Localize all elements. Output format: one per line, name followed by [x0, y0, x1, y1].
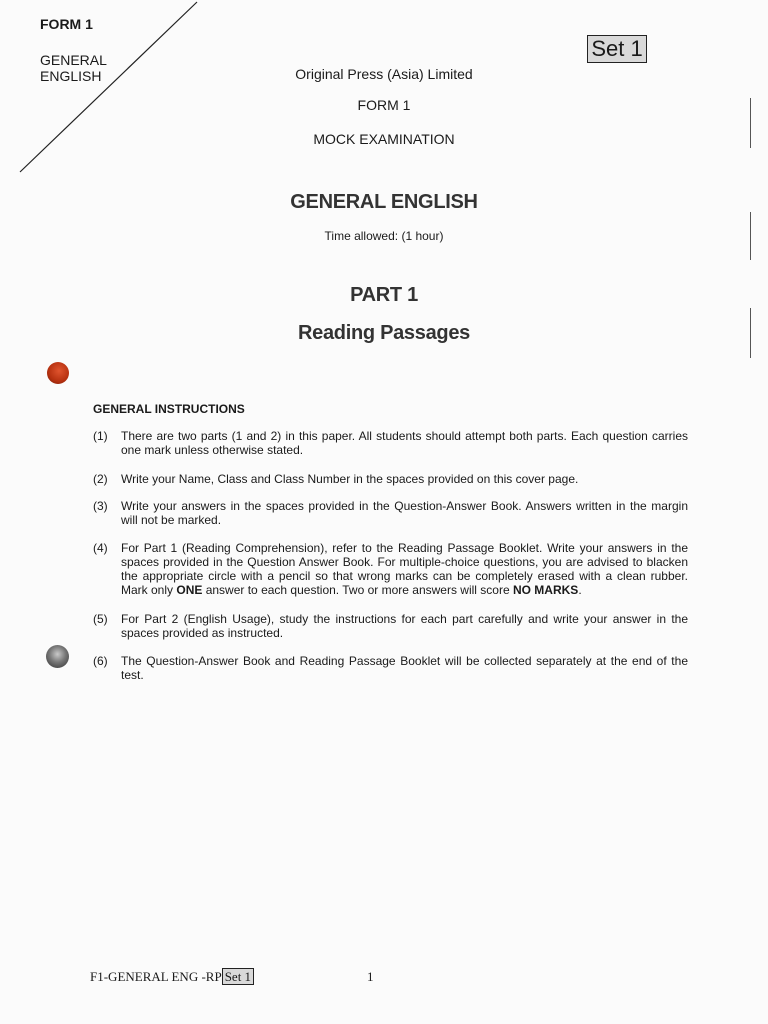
red-binder-hole [47, 362, 69, 384]
publisher-line: Original Press (Asia) Limited [295, 66, 473, 82]
corner-subject-label: GENERAL ENGLISH [40, 52, 107, 84]
instruction-item [93, 541, 688, 597]
instruction-item [93, 472, 688, 486]
footer-set-box: Set 1 [222, 968, 254, 985]
form-line: FORM 1 [357, 97, 411, 113]
instruction-text: For Part 2 (English Usage), study the instructions for each part carefully and write your answer in the spaces provided as instructed. [121, 612, 688, 640]
instruction-text: For Part 1 (Reading Comprehension), refer to the Reading Passage Booklet. Write your answers in the spaces provided in the Question Answer Book. For multiple-choice questions, you are advised to blacken the appropriate circle with a pencil so that wrong marks can be completely erased with a clean rubber. Mark only ONE answer to each question. Two or more answers will score NO MARKS. [121, 541, 688, 597]
scan-edge-mark [750, 212, 751, 260]
part-title: PART 1 [350, 284, 418, 306]
instruction-number: (5) [93, 612, 108, 626]
grey-binder-hole [46, 645, 69, 668]
scan-edge-mark [750, 98, 751, 148]
instruction-number: (1) [93, 429, 108, 443]
instruction-item [93, 654, 688, 682]
set-label-box: Set 1 [587, 35, 647, 63]
scan-edge-mark [750, 308, 751, 358]
instruction-text: There are two parts (1 and 2) in this paper. All students should attempt both parts. Each question carries one mark unless otherwise stated. [121, 429, 688, 457]
time-allowed: Time allowed: (1 hour) [324, 229, 444, 243]
instructions-heading: GENERAL INSTRUCTIONS [93, 402, 245, 416]
page-number: 1 [367, 969, 374, 984]
emphasis-one: ONE [176, 583, 203, 597]
emphasis-no-marks: NO MARKS [512, 583, 579, 597]
page-title: GENERAL ENGLISH [290, 191, 478, 213]
exam-line: MOCK EXAMINATION [313, 131, 455, 147]
instruction-text: The Question-Answer Book and Reading Passage Booklet will be collected separately at the end of the test. [121, 654, 688, 682]
instruction-text: Write your Name, Class and Class Number in the spaces provided on this cover page. [121, 472, 579, 486]
corner-diagonal-line [0, 0, 200, 180]
instruction-number: (2) [93, 472, 108, 486]
instruction-number: (3) [93, 499, 108, 513]
footer-code: F1-GENERAL ENG -RP Set 1 [90, 969, 254, 985]
instruction-item [93, 499, 688, 527]
instruction-text: Write your answers in the spaces provided in the Question-Answer Book. Answers written in the margin will not be marked. [121, 499, 688, 527]
instruction-number: (6) [93, 654, 108, 668]
part-subtitle: Reading Passages [298, 322, 470, 344]
corner-form-label: FORM 1 [40, 16, 93, 32]
instruction-item [93, 612, 688, 640]
instruction-number: (4) [93, 541, 108, 555]
instruction-item [93, 429, 688, 457]
